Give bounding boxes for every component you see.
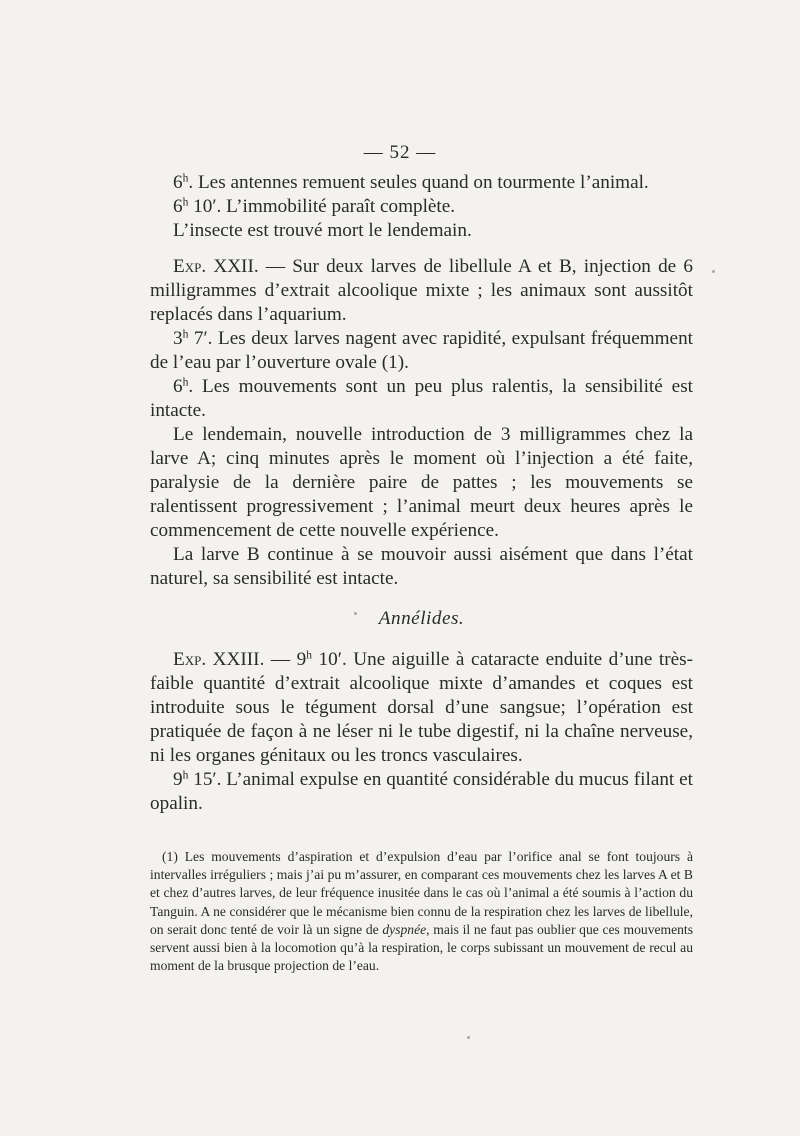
paragraph-next-day: Le lendemain, nouvelle introduction de 3 milligrammes chez la larve A; cinq minutes après le moment où l’injection a été faite, paralysie de la dernière paire de pattes ; les mouvements se ralentissent progressivement ; l’animal meurt deux heures après le commencement de cette nouvelle expérience. <box>150 424 693 541</box>
paper-speck <box>354 612 357 615</box>
paragraph-text: . Les mouvements sont un peu plus ralentis, la sensibilité est intacte. <box>150 376 693 421</box>
paragraph-text: — Sur deux larves de libellule A et B, injection de 6 milligrammes d’extrait alcoolique mixte ; les animaux sont aussitôt replacés dans l’aquarium. <box>150 256 693 325</box>
paragraph-6h-slower <box>150 375 693 423</box>
footnote-text: Les mouvements d’aspiration et d’expulsion d’eau par l’orifice anal se font toujours à intervalles irréguliers ; mais j’ai pu m’assurer, en comparant ces mouvements chez les larves A et B et chez d’autres larves, de leur fréquence inusitée dans le cas où l’animal a été soumis à l’action du Tanguin. A ne considérer que le mécanisme bien connu de la respiration chez les larves de libellule, on serait donc tenté de voir là un signe de <box>150 849 693 937</box>
paragraph-9h15 <box>150 768 693 816</box>
paragraph-text: 10′. Une aiguille à cataracte enduite d’une très-faible quantité d’extrait alcoolique mixte d’amandes et coques est introduite sous le tégument dorsal d’une sangsue; l’opération est pratiquée de façon à ne léser ni le tube digestif, ni la chaîne nerveuse, ni les organes génitaux ou les troncs vasculaires. <box>150 649 693 766</box>
paragraph-3h7 <box>150 327 693 375</box>
paragraph-text: 7′. Les deux larves nagent avec rapidité, expulsant fréquemment de l’eau par l’ouverture ovale (1). <box>150 328 693 373</box>
time-hour-sup: h <box>182 172 189 185</box>
footnote-italic-word: dyspnée <box>382 921 427 937</box>
dash: — <box>264 649 297 670</box>
paragraph-text: . Les antennes remuent seules quand on tourmente l’animal. <box>188 172 649 193</box>
body-text <box>150 171 693 816</box>
paragraph-text: 10′. L’immobilité paraît complète. <box>188 196 456 217</box>
time-hour: 3 <box>173 328 183 349</box>
time-hour-sup: h <box>182 769 189 782</box>
section-heading: Annélides. <box>378 608 465 629</box>
paper-speck <box>467 1036 470 1039</box>
paragraph-6h <box>150 171 693 195</box>
experiment-label: Exp. XXII. <box>173 256 259 277</box>
page-number: — 52 — <box>363 142 437 163</box>
time-hour-sup: h <box>182 376 189 389</box>
paper-speck <box>712 270 715 273</box>
footnote-text: , mais il ne faut pas oublier que ces mouvements servent aussi bien à la locomotion qu’à la respiration, le corps subissant un mouvement de recul au moment de la brusque projection de l’eau. <box>150 921 693 974</box>
time-hour-sup: h <box>182 328 189 341</box>
experiment-label: Exp. XXIII. <box>173 649 265 670</box>
footnote <box>150 848 693 975</box>
footnote-marker: (1) <box>162 849 178 864</box>
time-hour-sup: h <box>306 649 313 662</box>
time-hour-sup: h <box>182 196 189 209</box>
time-hour: 9 <box>173 769 183 790</box>
paragraph-6h10 <box>150 195 693 219</box>
paragraph-exp-xxii <box>150 255 693 327</box>
time-hour: 9 <box>296 649 307 670</box>
paragraph-insect-dead: L’insecte est trouvé mort le lendemain. <box>173 220 472 241</box>
paragraph-text: 15′. L’animal expulse en quantité considérable du mucus filant et opalin. <box>150 769 693 814</box>
paragraph-exp-xxiii <box>150 648 693 768</box>
time-hour: 6 <box>173 172 183 193</box>
time-hour: 6 <box>173 196 183 217</box>
time-hour: 6 <box>173 376 183 397</box>
paragraph-larva-b: La larve B continue à se mouvoir aussi aisément que dans l’état naturel, sa sensibilité est intacte. <box>150 544 693 589</box>
